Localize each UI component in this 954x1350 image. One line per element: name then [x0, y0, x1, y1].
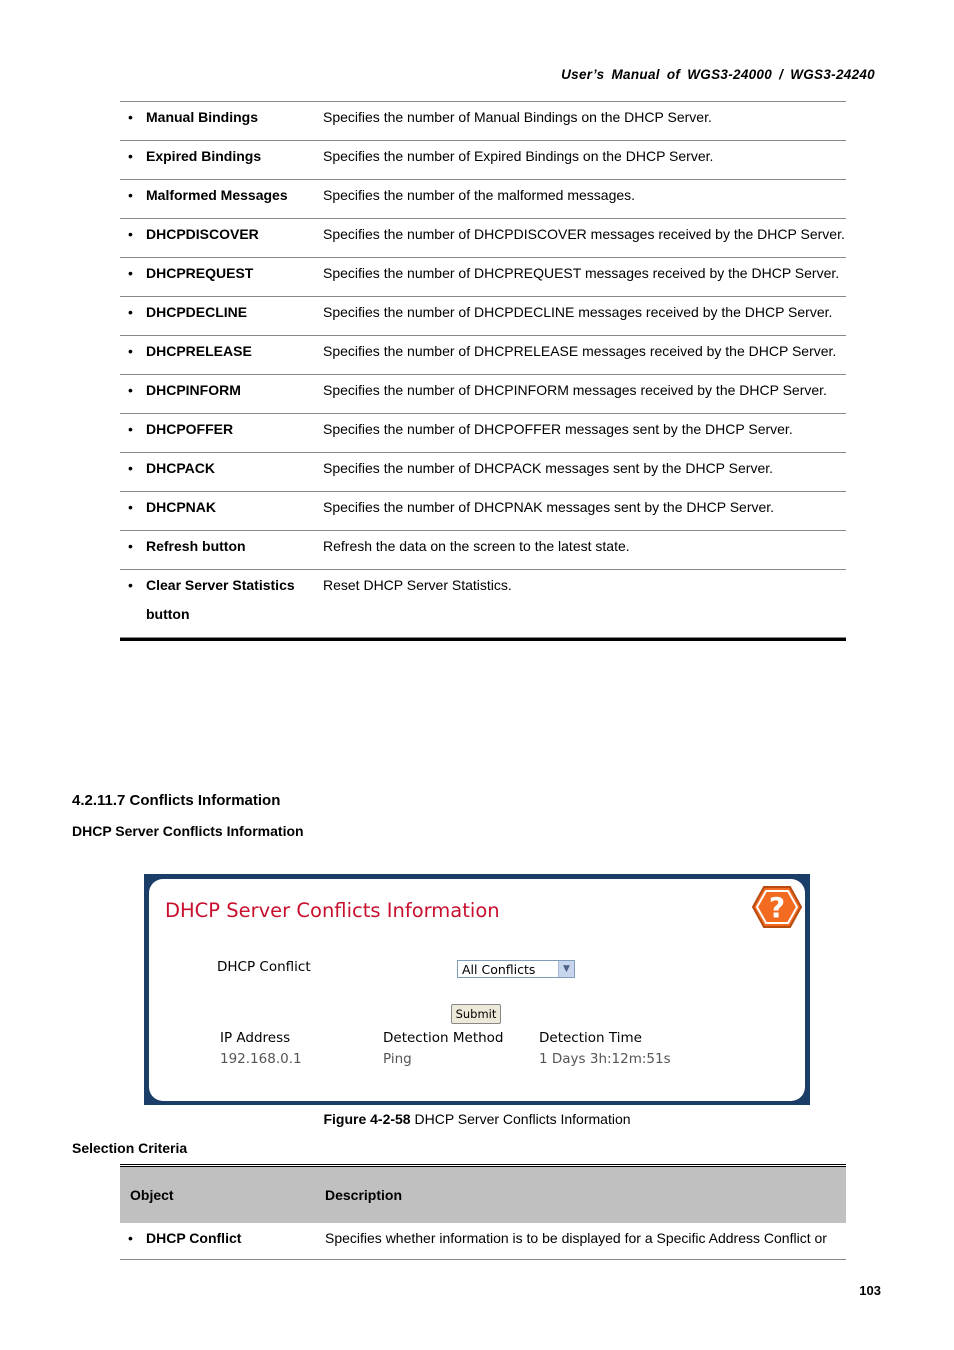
object-cell	[120, 375, 323, 414]
description-cell: Specifies the number of Manual Bindings on the DHCP Server.	[323, 102, 846, 141]
object-cell	[120, 102, 323, 141]
object-cell	[120, 453, 323, 492]
object-label: DHCP Conflict	[146, 1230, 242, 1246]
statistics-object-table	[120, 101, 846, 638]
column-detection-time: Detection Time	[539, 1030, 642, 1046]
table-row	[120, 1223, 846, 1260]
bullet-icon: •	[128, 460, 133, 476]
bullet-icon: •	[128, 1230, 133, 1246]
figure-caption	[0, 1111, 954, 1127]
description-cell: Specifies the number of the malformed messages.	[323, 180, 846, 219]
header-object: Object	[120, 1166, 324, 1224]
table-row	[120, 102, 846, 141]
object-label: DHCPINFORM	[146, 382, 241, 398]
table-bottom-rule	[120, 638, 846, 641]
detection-time-value: 1 Days 3h:12m:51s	[539, 1051, 671, 1067]
figure-number: Figure 4-2-58	[323, 1111, 411, 1127]
dhcp-conflict-select[interactable]	[457, 960, 575, 978]
bullet-icon: •	[128, 499, 133, 515]
bullet-icon: •	[128, 304, 133, 320]
screenshot-panel	[149, 879, 805, 1101]
dhcp-conflict-select-value: All Conflicts	[462, 962, 536, 977]
bullet-icon: •	[128, 538, 133, 554]
header-description: Description	[324, 1166, 846, 1224]
table-row	[120, 141, 846, 180]
column-ip-address: IP Address	[220, 1030, 291, 1046]
description-cell: Specifies the number of DHCPINFORM messages received by the DHCP Server.	[323, 375, 846, 414]
object-cell	[120, 180, 323, 219]
object-cell	[120, 258, 323, 297]
object-label: DHCPRELEASE	[146, 343, 252, 359]
submit-button[interactable]: Submit	[451, 1004, 501, 1024]
object-label: DHCPREQUEST	[146, 265, 254, 281]
object-label: Malformed Messages	[146, 187, 288, 203]
detection-method-value: Ping	[383, 1051, 412, 1067]
bullet-icon: •	[128, 265, 133, 281]
dhcp-conflict-label: DHCP Conflict	[217, 959, 311, 975]
table-row	[120, 180, 846, 219]
object-cell	[120, 1223, 324, 1260]
bullet-icon: •	[128, 226, 133, 242]
bullet-icon: •	[128, 343, 133, 359]
bullet-icon: •	[128, 421, 133, 437]
selection-criteria-title: Selection Criteria	[72, 1140, 188, 1156]
description-cell: Specifies the number of DHCPOFFER messages sent by the DHCP Server.	[323, 414, 846, 453]
chevron-down-icon[interactable]: ▼	[558, 961, 574, 977]
table-row	[120, 492, 846, 531]
object-cell	[120, 297, 323, 336]
description-cell: Specifies the number of DHCPNAK messages sent by the DHCP Server.	[323, 492, 846, 531]
table-row	[120, 414, 846, 453]
object-label: DHCPACK	[146, 460, 215, 476]
table-row	[120, 570, 846, 638]
object-cell	[120, 570, 323, 638]
bullet-icon: •	[128, 382, 133, 398]
question-icon[interactable]	[752, 885, 802, 929]
object-label: Refresh button	[146, 538, 246, 554]
page-number: 103	[859, 1283, 881, 1298]
object-label: Clear Server Statistics button	[146, 577, 295, 622]
bullet-icon: •	[128, 148, 133, 164]
bullet-icon: •	[128, 187, 133, 203]
description-cell: Refresh the data on the screen to the latest state.	[323, 531, 846, 570]
figure-caption-text: DHCP Server Conflicts Information	[410, 1111, 631, 1127]
object-cell	[120, 219, 323, 258]
object-cell	[120, 141, 323, 180]
object-cell	[120, 531, 323, 570]
table-row	[120, 258, 846, 297]
manual-header: User’s Manual of WGS3-24000 / WGS3-24240	[561, 67, 875, 82]
section-title: 4.2.11.7 Conflicts Information	[72, 792, 281, 809]
bullet-icon: •	[128, 109, 133, 125]
description-cell: Reset DHCP Server Statistics.	[323, 570, 846, 638]
bullet-icon: •	[128, 577, 133, 593]
table-row	[120, 531, 846, 570]
object-label: Expired Bindings	[146, 148, 262, 164]
description-cell: Specifies the number of DHCPREQUEST messages received by the DHCP Server.	[323, 258, 846, 297]
object-cell	[120, 336, 323, 375]
description-cell: Specifies the number of DHCPDISCOVER messages received by the DHCP Server.	[323, 219, 846, 258]
object-label: DHCPDECLINE	[146, 304, 248, 320]
selection-criteria-table	[120, 1164, 846, 1260]
description-cell: Specifies the number of Expired Bindings on the DHCP Server.	[323, 141, 846, 180]
object-label: DHCPNAK	[146, 499, 216, 515]
description-cell: Specifies the number of DHCPDECLINE messages received by the DHCP Server.	[323, 297, 846, 336]
table-row	[120, 453, 846, 492]
description-cell: Specifies the number of DHCPACK messages sent by the DHCP Server.	[323, 453, 846, 492]
object-label: DHCPOFFER	[146, 421, 234, 437]
column-detection-method: Detection Method	[383, 1030, 504, 1046]
table-row	[120, 219, 846, 258]
description-cell: Specifies whether information is to be displayed for a Specific Address Conflict or	[324, 1223, 846, 1260]
object-cell	[120, 492, 323, 531]
table-row	[120, 375, 846, 414]
section-subtitle: DHCP Server Conflicts Information	[72, 823, 304, 839]
panel-title: DHCP Server Conflicts Information	[165, 899, 500, 922]
description-cell: Specifies the number of DHCPRELEASE messages received by the DHCP Server.	[323, 336, 846, 375]
table-header-row	[120, 1166, 846, 1224]
table-row	[120, 336, 846, 375]
object-label: Manual Bindings	[146, 109, 258, 125]
object-cell	[120, 414, 323, 453]
svg-text:?: ?	[768, 891, 786, 924]
screenshot-frame	[144, 874, 810, 1105]
ip-address-value: 192.168.0.1	[220, 1051, 302, 1067]
object-label: DHCPDISCOVER	[146, 226, 259, 242]
table-row	[120, 297, 846, 336]
